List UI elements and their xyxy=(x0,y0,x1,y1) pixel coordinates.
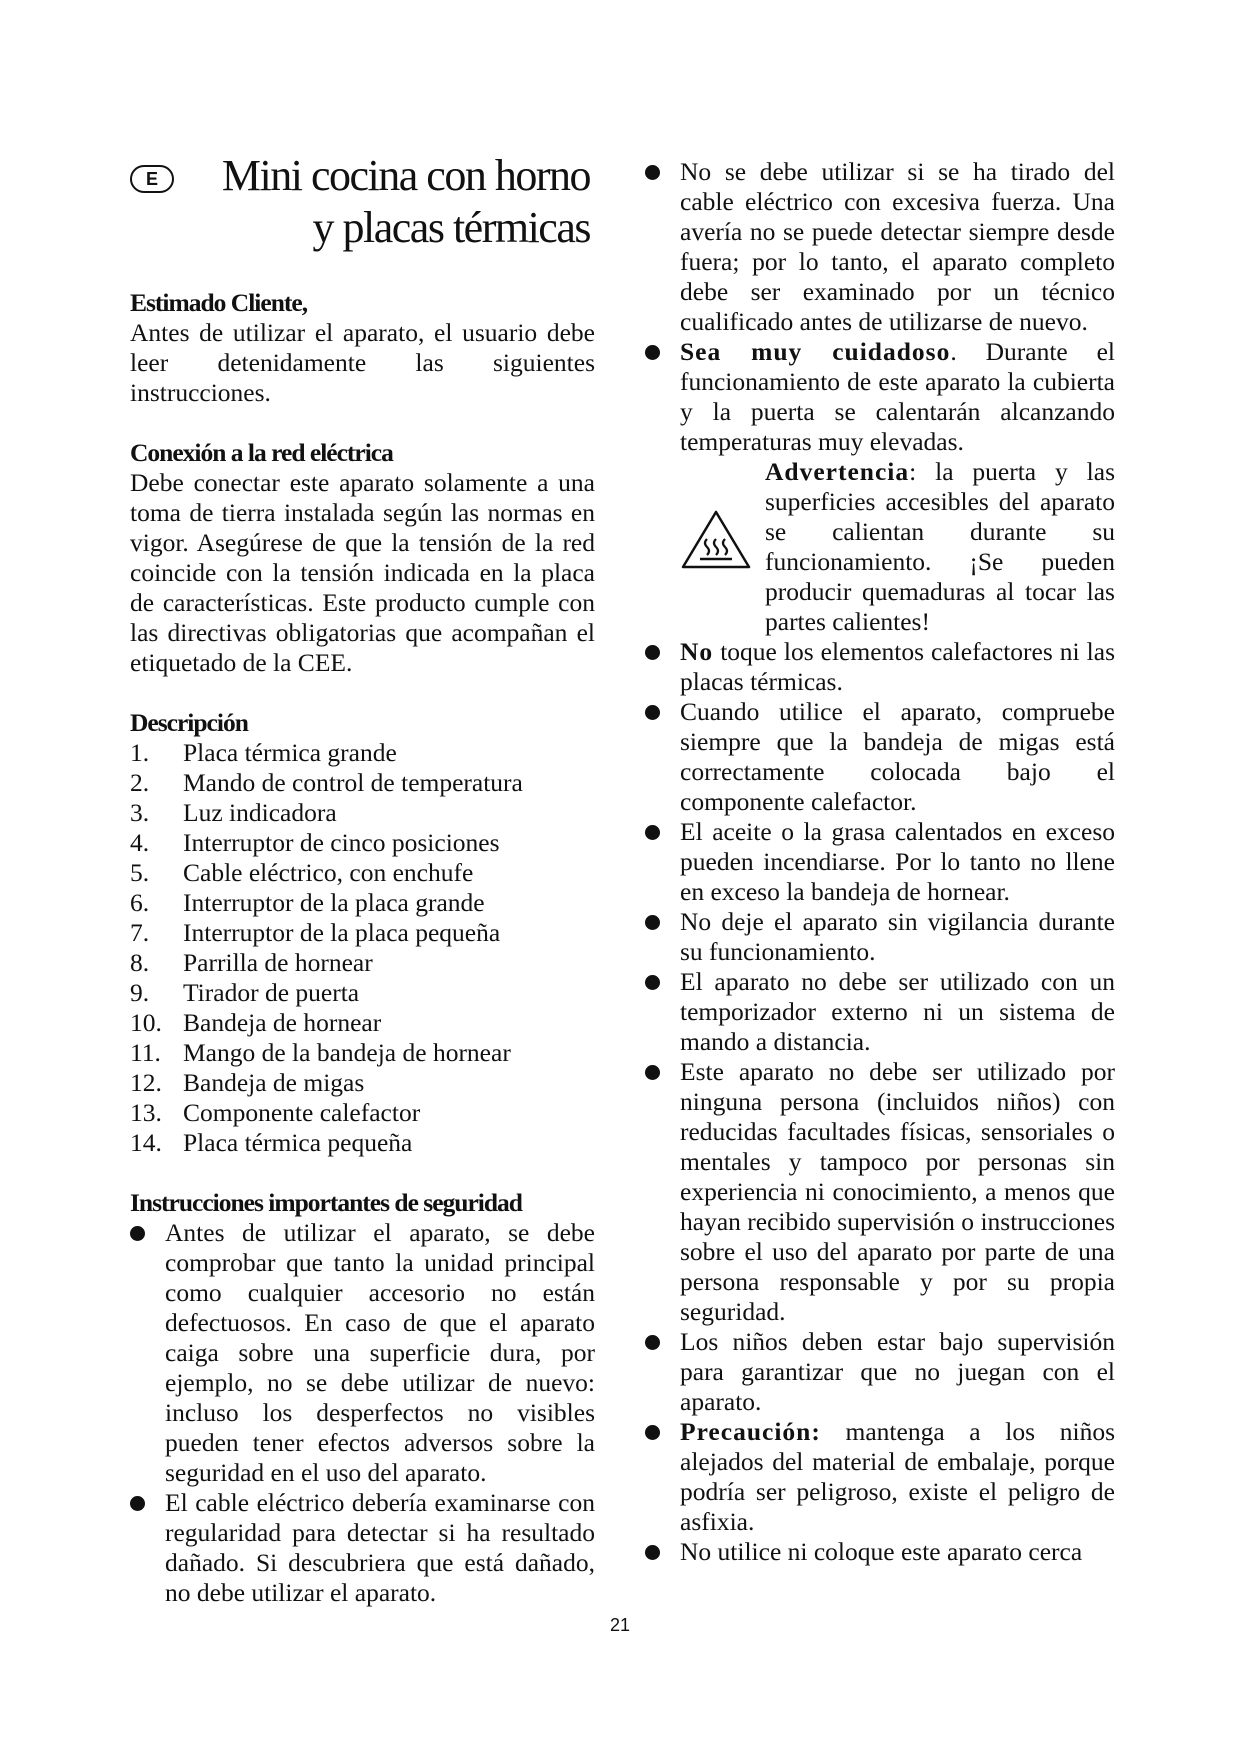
warning-text: : la puerta y las superficies accesibles del aparato se calientan durante su funcionamiento. ¡Se pueden producir quemaduras al tocar las partes calientes! xyxy=(765,457,1115,636)
bullet-text: mantenga a los niños alejados del material de embalaje, porque podría ser peligroso, existe el peligro de asfixia. xyxy=(680,1417,1115,1536)
warning-bold: Advertencia xyxy=(765,457,910,486)
item-number: 10. xyxy=(130,1008,162,1037)
description-heading: Descripción xyxy=(130,708,248,737)
connection-text: Debe conectar este aparato solamente a una toma de tierra instalada según las normas en vigor. Asegúrese de que la tensión de la red coincide con la tensión indicada en la placa de características. Este producto cumple con las directivas obligatorias que acompañan el etiquetado de la CEE. xyxy=(130,468,595,677)
list-item xyxy=(130,1038,595,1068)
list-item xyxy=(130,738,595,768)
bold-lead: No xyxy=(680,637,714,666)
warning-block xyxy=(645,457,1115,637)
safety-bullet: Este aparato no debe ser utilizado por ninguna persona (incluidos niños) con reducidas facultades físicas, sensoriales o mentales y tampoco por personas sin experiencia ni conocimiento, a menos que hayan recibido supervisión o instrucciones sobre el uso del aparato por parte de una persona responsable y por su propia seguridad. xyxy=(645,1057,1115,1327)
safety-bullet xyxy=(645,637,1115,697)
title-line-2: y placas térmicas xyxy=(312,203,590,252)
list-item xyxy=(130,918,595,948)
safety-bullet: No se debe utilizar si se ha tirado del cable eléctrico con excesiva fuerza. Una avería no se puede detectar siempre desde fuera; por lo tanto, el aparato completo debe ser examinado por un técnico cualificado antes de utilizarse de nuevo. xyxy=(645,157,1115,337)
safety-bullet: El cable eléctrico debería examinarse con regularidad para detectar si ha resultado dañado. Si descubriera que está dañado, no debe utilizar el aparato. xyxy=(130,1488,595,1608)
list-item xyxy=(130,798,595,828)
item-text: Luz indicadora xyxy=(183,798,337,827)
left-column xyxy=(130,150,595,1608)
title-line-1: Mini cocina con horno xyxy=(221,151,590,200)
safety-bullet: No deje el aparato sin vigilancia durante su funcionamiento. xyxy=(645,907,1115,967)
description-list xyxy=(130,738,595,1158)
item-number: 3. xyxy=(130,798,150,827)
item-number: 5. xyxy=(130,858,150,887)
safety-list-left xyxy=(130,1218,595,1608)
item-text: Componente calefactor xyxy=(183,1098,421,1127)
safety-bullet: Antes de utilizar el aparato, se debe comprobar que tanto la unidad principal como cualquier accesorio no están defectuosos. En caso de que el aparato caiga sobre una superficie dura, por ejemplo, no se debe utilizar de nuevo: incluso los desperfectos no visibles pueden tener efectos adversos sobre la seguridad en el uso del aparato. xyxy=(130,1218,595,1488)
item-number: 12. xyxy=(130,1068,162,1097)
list-item xyxy=(130,978,595,1008)
safety-bullet: Cuando utilice el aparato, compruebe siempre que la bandeja de migas está correctamente colocada bajo el componente calefactor. xyxy=(645,697,1115,817)
safety-bullet: Los niños deben estar bajo supervisión para garantizar que no juegan con el aparato. xyxy=(645,1327,1115,1417)
item-number: 11. xyxy=(130,1038,161,1067)
safety-bullet xyxy=(645,337,1115,457)
item-text: Mando de control de temperatura xyxy=(183,768,523,797)
safety-bullet: No utilice ni coloque este aparato cerca xyxy=(645,1537,1115,1567)
list-item xyxy=(130,768,595,798)
safety-bullet: El aceite o la grasa calentados en exceso pueden incendiarse. Por lo tanto no llene en exceso la bandeja de hornear. xyxy=(645,817,1115,907)
item-text: Parrilla de hornear xyxy=(183,948,373,977)
item-number: 14. xyxy=(130,1128,162,1157)
list-item xyxy=(130,1068,595,1098)
item-text: Cable eléctrico, con enchufe xyxy=(183,858,474,887)
list-item xyxy=(130,858,595,888)
safety-bullet xyxy=(645,1417,1115,1537)
page-header xyxy=(130,150,595,262)
item-text: Bandeja de hornear xyxy=(183,1008,382,1037)
item-number: 13. xyxy=(130,1098,162,1127)
list-item xyxy=(130,1128,595,1158)
right-column xyxy=(645,157,1115,1567)
language-badge: E xyxy=(130,165,174,193)
item-text: Bandeja de migas xyxy=(183,1068,365,1097)
bullet-text: toque los elementos calefactores ni las placas térmicas. xyxy=(680,637,1115,696)
hot-surface-warning-icon xyxy=(680,509,752,571)
page-title xyxy=(222,150,590,254)
list-item xyxy=(130,1098,595,1128)
item-number: 7. xyxy=(130,918,150,947)
item-number: 1. xyxy=(130,738,150,767)
connection-heading: Conexión a la red eléctrica xyxy=(130,438,393,467)
item-text: Placa térmica grande xyxy=(183,738,397,767)
item-text: Placa térmica pequeña xyxy=(183,1128,413,1157)
item-number: 4. xyxy=(130,828,150,857)
item-text: Tirador de puerta xyxy=(183,978,360,1007)
item-text: Mango de la bandeja de hornear xyxy=(183,1038,511,1067)
bullet-text: . Durante el funcionamiento de este aparato la cubierta y la puerta se calentarán alcanzando temperaturas muy elevadas. xyxy=(680,337,1116,456)
item-text: Interruptor de la placa pequeña xyxy=(183,918,501,947)
item-number: 6. xyxy=(130,888,150,917)
safety-list-right-2 xyxy=(645,637,1115,1567)
safety-heading: Instrucciones importantes de seguridad xyxy=(130,1188,522,1217)
list-item xyxy=(130,828,595,858)
safety-list-right xyxy=(645,157,1115,457)
item-number: 8. xyxy=(130,948,150,977)
intro-heading: Estimado Cliente, xyxy=(130,288,308,317)
bold-lead: Sea muy cuidadoso xyxy=(680,337,951,366)
safety-bullet: El aparato no debe ser utilizado con un temporizador externo ni un sistema de mando a distancia. xyxy=(645,967,1115,1057)
list-item xyxy=(130,948,595,978)
intro-text: Antes de utilizar el aparato, el usuario debe leer detenidamente las siguientes instrucciones. xyxy=(130,318,595,407)
item-text: Interruptor de la placa grande xyxy=(183,888,485,917)
page-number: 21 xyxy=(609,1615,631,1635)
bold-lead: Precaución: xyxy=(680,1417,821,1446)
item-text: Interruptor de cinco posiciones xyxy=(183,828,500,857)
list-item xyxy=(130,1008,595,1038)
list-item xyxy=(130,888,595,918)
item-number: 9. xyxy=(130,978,150,1007)
item-number: 2. xyxy=(130,768,150,797)
